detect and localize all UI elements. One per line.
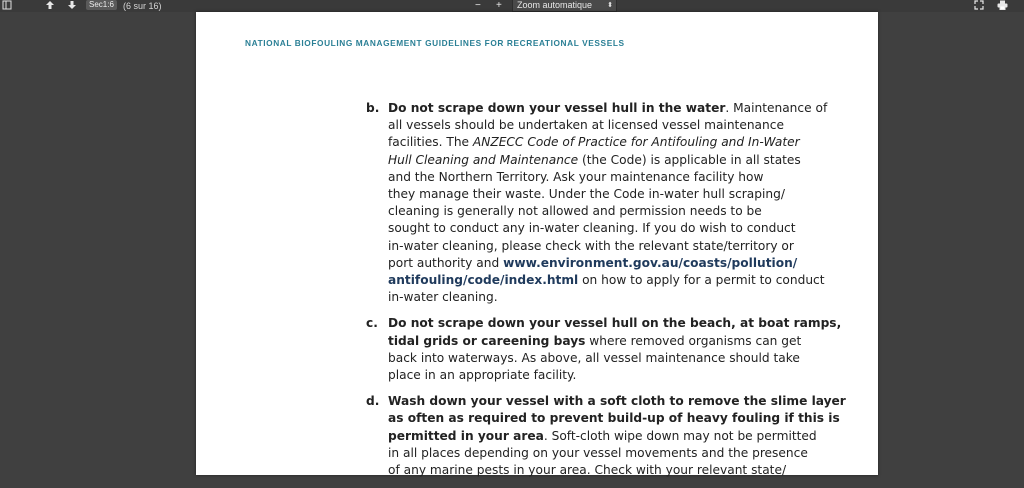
text-segment: cleaning is generally not allowed and permission needs to be (388, 204, 762, 219)
text-segment: Wash down your vessel with a soft cloth to remove the slime layer (388, 394, 846, 409)
fullscreen-icon[interactable] (974, 0, 984, 12)
zoom-select-value: Zoom automatique (517, 0, 593, 10)
text-segment: on how to apply for a permit to conduct (578, 273, 825, 288)
print-icon[interactable] (997, 0, 1008, 12)
text-line (388, 428, 817, 445)
text-line (388, 393, 846, 410)
text-line (388, 289, 802, 306)
text-segment: tidal grids or careening bays (388, 333, 586, 348)
text-segment: all vessels should be undertaken at licensed vessel maintenance (388, 118, 784, 133)
sidebar-toggle-svg (2, 0, 12, 10)
text-line (388, 333, 802, 350)
text-line (388, 462, 802, 479)
text-segment: place in an appropriate facility. (388, 368, 577, 383)
text-line (388, 203, 802, 220)
text-segment: . Maintenance of (725, 101, 828, 115)
text-segment: facilities. The (388, 135, 473, 150)
sidebar-toggle-icon[interactable] (2, 0, 12, 12)
text-segment: Hull Cleaning and Maintenance (388, 152, 579, 167)
text-line (388, 100, 828, 117)
page-number-input[interactable]: Sec1:6 (86, 0, 117, 10)
text-line (388, 410, 840, 427)
zoom-in-button[interactable]: + (496, 0, 502, 11)
list-item-c (366, 315, 842, 384)
text-segment: Do not scrape down your vessel hull in the water (388, 101, 726, 115)
text-line (388, 169, 802, 186)
list-marker: d. (366, 394, 380, 409)
list-marker: b. (366, 101, 380, 115)
chevron-down-icon: ⬍ (607, 2, 613, 9)
text-segment: in all places depending on your vessel movements and the presence (388, 445, 808, 460)
arrow-up-svg (45, 0, 55, 10)
pdf-toolbar (0, 0, 1024, 12)
zoom-select[interactable] (512, 0, 617, 12)
text-segment: permitted in your area (388, 428, 544, 443)
text-line (388, 134, 802, 151)
text-segment: Do not scrape down your vessel hull on the beach, at boat ramps, (388, 316, 842, 331)
document-header: NATIONAL BIOFOULING MANAGEMENT GUIDELINES FOR RECREATIONAL VESSELS (245, 38, 625, 48)
text-segment: they manage their waste. Under the Code in-water hull scraping/ (388, 187, 785, 202)
text-line (388, 186, 802, 203)
fullscreen-svg (974, 0, 984, 10)
text-segment: of any marine pests in your area. Check with your relevant state/ (388, 463, 787, 478)
text-line (388, 220, 802, 237)
page-count-label: (6 sur 16) (123, 1, 162, 11)
text-segment: and the Northern Territory. Ask your maintenance facility how (388, 169, 764, 184)
print-svg (997, 0, 1008, 10)
text-segment: sought to conduct any in-water cleaning. If you do wish to conduct (388, 221, 796, 236)
text-line (388, 445, 808, 462)
document-link[interactable]: antifouling/code/index.html (388, 273, 579, 288)
pdf-page (196, 12, 878, 478)
text-segment: port authority and (388, 255, 504, 270)
text-segment: in-water cleaning. (388, 290, 498, 305)
text-segment: . Soft-cloth wipe down may not be permitted (543, 428, 817, 443)
document-body (366, 100, 846, 488)
text-line (388, 315, 842, 332)
text-line (388, 272, 825, 289)
arrow-down-icon[interactable] (67, 0, 77, 12)
list-item-d (366, 393, 846, 479)
text-segment: ANZECC Code of Practice for Antifouling and In-Water (472, 135, 800, 150)
text-line (388, 367, 802, 384)
zoom-out-button[interactable]: − (475, 0, 481, 11)
text-line (388, 152, 802, 169)
text-line (388, 238, 802, 255)
text-segment: (the Code) is applicable in all states (578, 152, 801, 167)
arrow-up-icon[interactable] (45, 0, 55, 12)
document-link[interactable]: www.environment.gov.au/coasts/pollution/ (503, 255, 798, 270)
text-line (388, 255, 802, 272)
text-line (388, 350, 802, 367)
text-segment: back into waterways. As above, all vessel maintenance should take (388, 350, 800, 365)
text-segment: as often as required to prevent build-up of heavy fouling if this is (388, 411, 840, 426)
arrow-down-svg (67, 0, 77, 10)
list-item-b (366, 100, 828, 306)
list-marker: c. (366, 316, 378, 331)
text-line (388, 117, 802, 134)
text-segment: in-water cleaning, please check with the relevant state/territory or (388, 238, 794, 253)
text-segment: where removed organisms can get (585, 333, 802, 348)
